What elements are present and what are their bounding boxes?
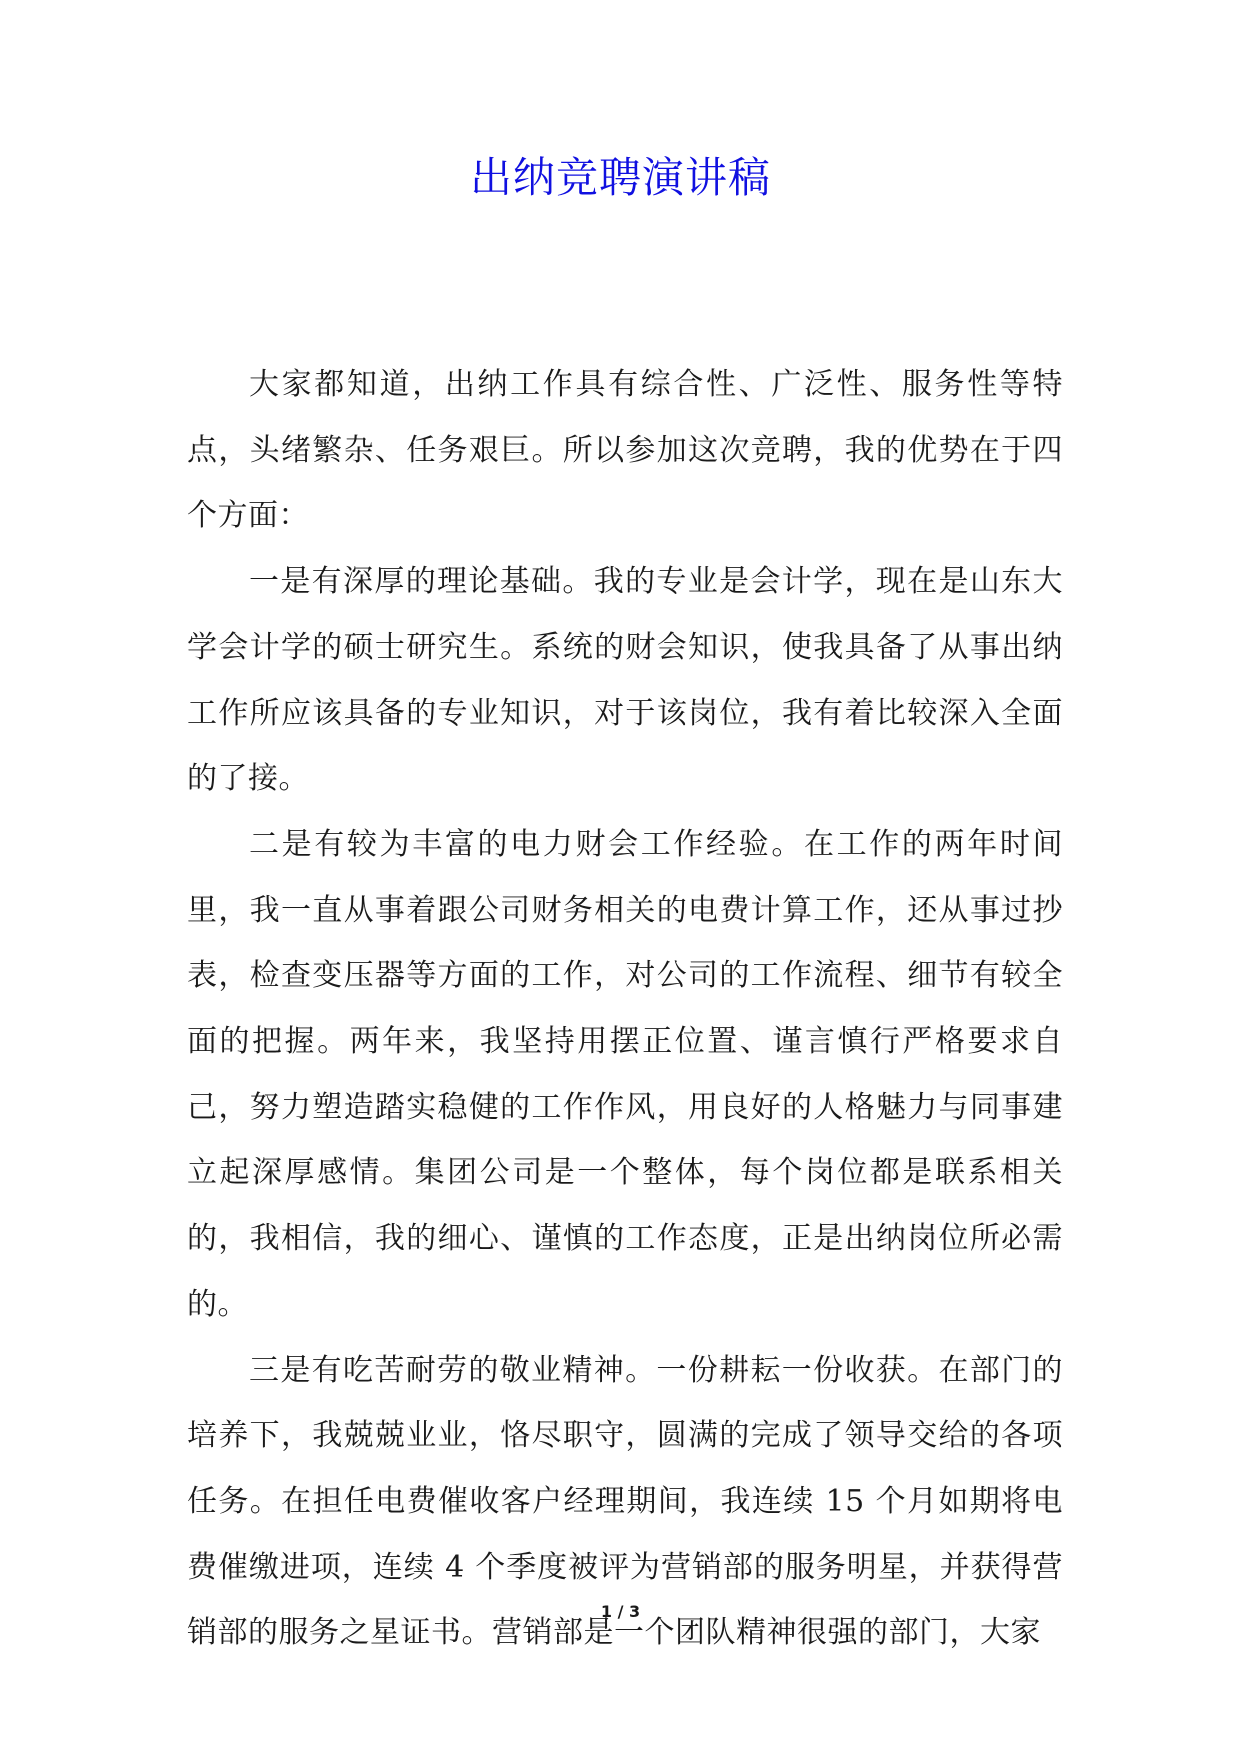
- document-body: [187, 352, 1063, 1666]
- page-number: 1 / 3: [600, 1602, 641, 1621]
- paragraph-point-three: 三是有吃苦耐劳的敬业精神。一份耕耘一份收获。在部门的培养下，我兢兢业业，恪尽职守，圆满的完成了领导交给的各项任务。在担任电费催收客户经理期间，我连续 15 个月如期将电费催缴进项，连续 4 个季度被评为营销部的服务明星，并获得营销部的服务之星证书。营销部是一个团队精神很强的部门，大家: [187, 1352, 1063, 1651]
- paragraph-point-one: 一是有深厚的理论基础。我的专业是会计学，现在是山东大学会计学的硕士研究生。系统的财会知识，使我具备了从事出纳工作所应该具备的专业知识，对于该岗位，我有着比较深入全面的了接。: [187, 564, 1063, 797]
- document-title: 出纳竞聘演讲稿: [469, 153, 771, 202]
- paragraph-intro: 大家都知道，出纳工作具有综合性、广泛性、服务性等特点，头绪繁杂、任务艰巨。所以参加这次竞聘，我的优势在于四个方面：: [187, 367, 1063, 534]
- paragraph-point-two: 二是有较为丰富的电力财会工作经验。在工作的两年时间里，我一直从事着跟公司财务相关的电费计算工作，还从事过抄表，检查变压器等方面的工作，对公司的工作流程、细节有较全面的把握。两年来，我坚持用摆正位置、谨言慎行严格要求自己，努力塑造踏实稳健的工作作风，用良好的人格魅力与同事建立起深厚感情。集团公司是一个整体，每个岗位都是联系相关的，我相信，我的细心、谨慎的工作态度，正是出纳岗位所必需的。: [187, 826, 1063, 1322]
